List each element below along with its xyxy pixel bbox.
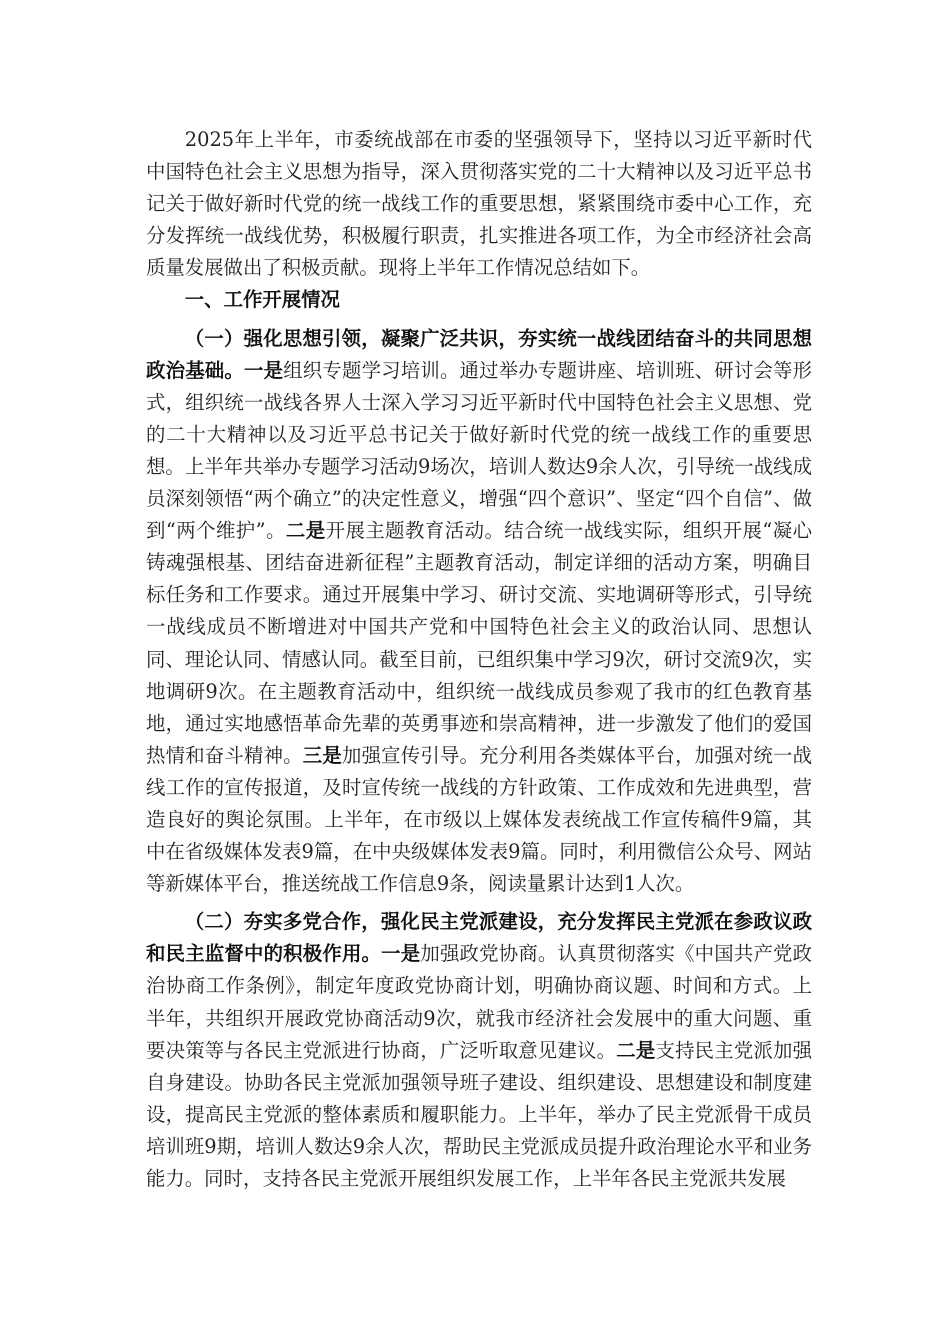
section-heading: 一、工作开展情况 [184,288,340,312]
part1-item2-marker: 二是 [285,519,326,543]
part1-item2-text: 开展主题教育活动。结合统一战线实际，组织开展“凝心铸魂强根基、团结奋进新征程”主题教育活动，制定详细的活动方案，明确目标任务和工作要求。通过开展集中学习、研讨交流、实地调研等形式，引导统一战线成员不断增进对中国共产党和中国特色社会主义的政治认同、思想认同、理论认同、情感认同。截至目前，已组织集中学习9次，研讨交流9次，实地调研9次。在主题教育活动中，组织统一战线成员参观了我市的红色教育基地，通过实地感悟革命先辈的英勇事迹和崇高精神，进一步激发了他们的爱国热情和奋斗精神。 [146,519,813,767]
part2-item1-text: 加强政党协商。认真贯彻落实《中国共产党政治协商工作条例》，制定年度政党协商计划，明确协商议题、时间和方式。上半年，共组织开展政党协商活动9次，就我市经济社会发展中的重大问题、重要决策等与各民主党派进行协商，广泛听取意见建议。 [146,942,813,1062]
part2-item2-marker: 二是 [616,1038,656,1062]
part1-item1-marker: 一是 [243,358,284,382]
document-body [146,124,812,1195]
part1-item1-text: 组织专题学习培训。通过举办专题讲座、培训班、研讨会等形式，组织统一战线各界人士深入学习习近平新时代中国特色社会主义思想、党的二十大精神以及习近平总书记关于做好新时代党的统一战线工作的重要思想。上半年共举办专题学习活动9场次，培训人数达9余人次，引导统一战线成员深刻领悟“两个确立”的决定性意义，增强“四个意识”、坚定“四个自信”、做到“两个维护”。 [146,358,813,543]
part2-item1-marker: 一是 [381,942,421,966]
part1-paragraph [146,323,812,901]
part2-paragraph [146,906,812,1195]
part2-heading: （二）夯实多党合作，强化民主党派建设，充分发挥民主党派在参政议政和民主监督中的积极作用。 [146,910,812,966]
part1-item3-marker: 三是 [302,743,342,767]
intro-paragraph: 2025年上半年，市委统战部在市委的坚强领导下，坚持以习近平新时代中国特色社会主义思想为指导，深入贯彻落实党的二十大精神以及习近平总书记关于做好新时代党的统一战线工作的重要思想，紧紧围绕市委中心工作，充分发挥统一战线优势，积极履行职责，扎实推进各项工作，为全市经济社会高质量发展做出了积极贡献。现将上半年工作情况总结如下。 [146,128,812,280]
part2-item2-text: 支持民主党派加强自身建设。协助各民主党派加强领导班子建设、组织建设、思想建设和制度建设，提高民主党派的整体素质和履职能力。上半年，举办了民主党派骨干成员培训班9期，培训人数达9余人次，帮助民主党派成员提升政治理论水平和业务能力。同时，支持各民主党派开展组织发展工作，上半年各民主党派共发展 [146,1038,813,1190]
part1-item3-text: 加强宣传引导。充分利用各类媒体平台，加强对统一战线工作的宣传报道，及时宣传统一战线的方针政策、工作成效和先进典型，营造良好的舆论氛围。上半年，在市级以上媒体发表统战工作宣传稿件9篇，其中在省级媒体发表9篇，在中央级媒体发表9篇。同时，利用微信公众号、网站等新媒体平台，推送统战工作信息9条，阅读量累计达到1人次。 [146,743,813,896]
part1-heading: （一）强化思想引领，凝聚广泛共识，夯实统一战线团结奋斗的共同思想政治基础。 [146,326,812,382]
